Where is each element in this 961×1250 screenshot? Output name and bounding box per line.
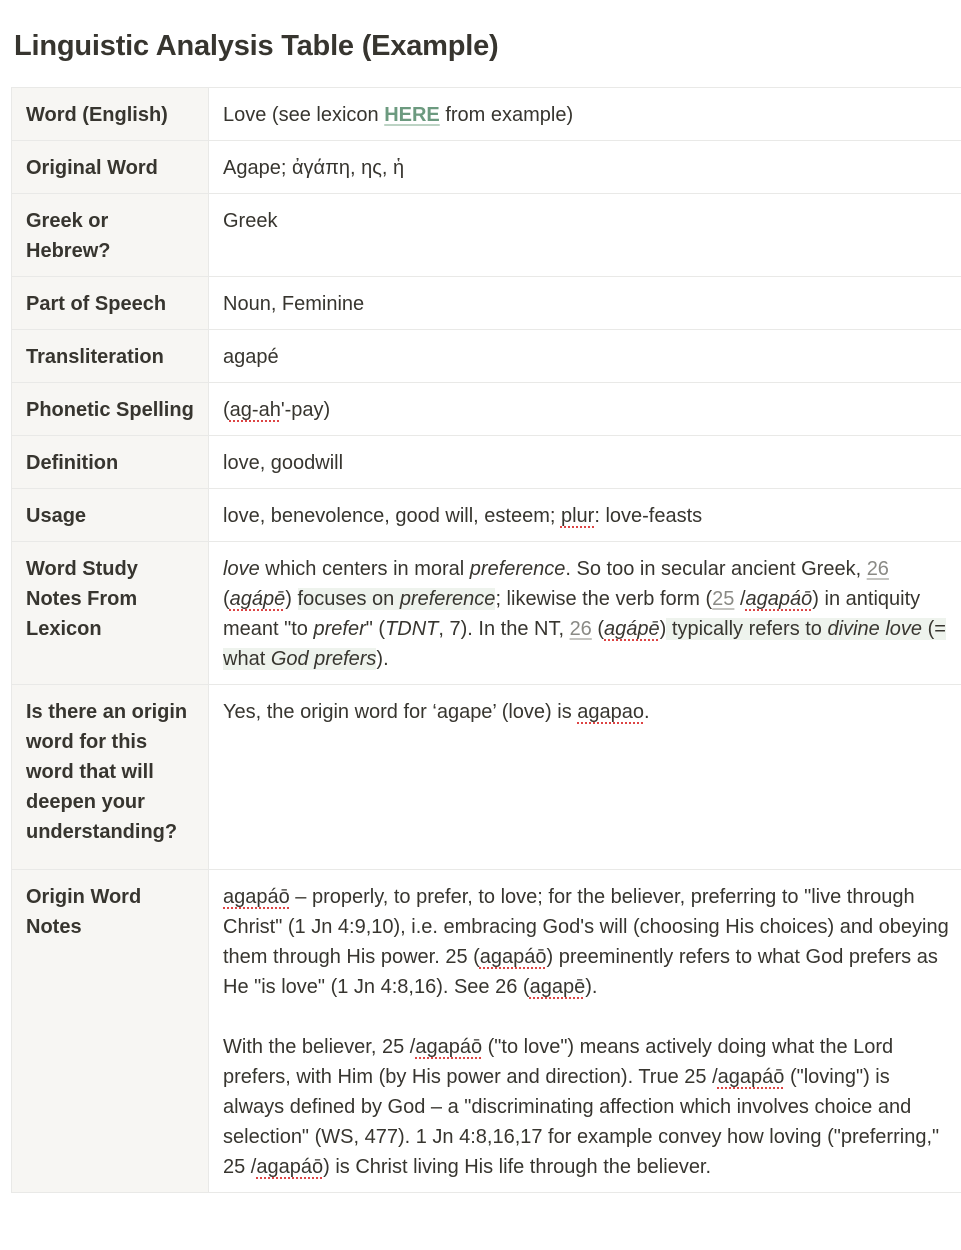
text: prefer bbox=[313, 618, 366, 640]
table-row bbox=[12, 88, 961, 141]
text: divine love bbox=[827, 618, 923, 640]
text: Yes, the origin word for ‘agape’ (love) is bbox=[223, 701, 578, 723]
spellcheck-word: agapáō bbox=[479, 946, 547, 968]
text: ("to love") means actively doing what the Lord prefers, with Him (by His power and direction). True 25 / bbox=[223, 1036, 894, 1088]
table-row bbox=[12, 330, 961, 383]
table-row bbox=[12, 277, 961, 330]
analysis-table bbox=[11, 87, 961, 1193]
lexicon-link[interactable]: HERE bbox=[384, 104, 440, 126]
text: ) bbox=[285, 588, 298, 610]
text: ) is Christ living His life through the believer. bbox=[323, 1156, 712, 1178]
text: " ( bbox=[365, 618, 386, 640]
spellcheck-word: agapáō bbox=[256, 1156, 324, 1178]
strongs-link[interactable]: 25 bbox=[712, 588, 735, 610]
row-value: Noun, Feminine bbox=[209, 277, 961, 330]
strongs-link[interactable]: 26 bbox=[866, 558, 889, 580]
row-label: Phonetic Spelling bbox=[12, 383, 209, 436]
text: ) bbox=[659, 618, 667, 640]
row-value bbox=[209, 383, 961, 436]
row-value: agapé bbox=[209, 330, 961, 383]
strongs-link[interactable]: 26 bbox=[569, 618, 592, 640]
table-row bbox=[12, 870, 961, 1193]
spellcheck-word: agapáō bbox=[717, 1066, 785, 1088]
text: / bbox=[734, 588, 746, 610]
paragraph bbox=[223, 1032, 952, 1182]
row-label: Greek or Hebrew? bbox=[12, 194, 209, 277]
table-row bbox=[12, 542, 961, 685]
text: focuses on bbox=[297, 588, 400, 610]
row-value bbox=[209, 88, 961, 141]
text: ( bbox=[223, 588, 230, 610]
spellcheck-word: ag-ah bbox=[229, 399, 281, 421]
text: Love (see lexicon bbox=[223, 104, 385, 126]
text: , 7). In the NT, bbox=[438, 618, 570, 640]
row-label: Definition bbox=[12, 436, 209, 489]
text: – properly, to prefer, to love; for the believer, preferring to "live through Christ" (1 Jn 4:9,10), i.e. embracing God's will (choosing His choices) and obeying them through His power. 25 ( bbox=[223, 886, 949, 968]
table-row bbox=[12, 383, 961, 436]
text: ( bbox=[223, 399, 230, 421]
row-value bbox=[209, 685, 961, 870]
text: preference bbox=[469, 558, 566, 580]
text: typically refers to bbox=[666, 618, 828, 640]
text: love, benevolence, good will, esteem; bbox=[223, 505, 561, 527]
spellcheck-word: agapáō bbox=[223, 886, 290, 908]
page-title: Linguistic Analysis Table (Example) bbox=[14, 30, 499, 62]
row-label: Word (English) bbox=[12, 88, 209, 141]
table-row bbox=[12, 141, 961, 194]
spellcheck-word: agapáō bbox=[415, 1036, 483, 1058]
row-label: Word Study Notes From Lexicon bbox=[12, 542, 209, 685]
text: ). bbox=[585, 976, 598, 998]
text: ) preeminently refers to what God prefers as He "is love" (1 Jn 4:8,16). See 26 ( bbox=[223, 946, 938, 998]
spellcheck-word: agapáō bbox=[745, 588, 813, 610]
text: . bbox=[644, 701, 650, 723]
row-value bbox=[209, 870, 961, 1193]
text: TDNT bbox=[385, 618, 439, 640]
row-label: Origin Word Notes bbox=[12, 870, 209, 1193]
table-row bbox=[12, 436, 961, 489]
table-row bbox=[12, 685, 961, 870]
row-label: Usage bbox=[12, 489, 209, 542]
spellcheck-word: plur bbox=[560, 505, 595, 527]
text: ; likewise the verb form ( bbox=[495, 588, 713, 610]
table-row bbox=[12, 194, 961, 277]
text: which centers in moral bbox=[259, 558, 470, 580]
text: preference bbox=[399, 588, 496, 610]
spellcheck-word: agápē bbox=[229, 588, 286, 610]
text: God prefers bbox=[270, 648, 377, 670]
row-value bbox=[209, 542, 961, 685]
highlight bbox=[298, 588, 496, 610]
text: (= what bbox=[223, 618, 946, 670]
text: ( bbox=[591, 618, 605, 640]
text: from example) bbox=[439, 104, 574, 126]
row-value: Agape; ἀγάπη, ης, ἡ bbox=[209, 141, 961, 194]
row-value: Greek bbox=[209, 194, 961, 277]
row-label: Original Word bbox=[12, 141, 209, 194]
text: With the believer, 25 / bbox=[223, 1036, 416, 1058]
row-label: Is there an origin word for this word that will deepen your understanding? bbox=[12, 685, 209, 870]
spellcheck-word: agápē bbox=[604, 618, 660, 640]
row-value bbox=[209, 489, 961, 542]
text: love bbox=[223, 558, 260, 580]
table-row bbox=[12, 489, 961, 542]
row-value: love, goodwill bbox=[209, 436, 961, 489]
spellcheck-word: agapao bbox=[577, 701, 645, 723]
text: . So too in secular ancient Greek, bbox=[565, 558, 867, 580]
text: ) in antiquity meant "to bbox=[223, 588, 921, 640]
text: ). bbox=[376, 648, 389, 670]
text: : love-feasts bbox=[594, 505, 703, 527]
row-label: Transliteration bbox=[12, 330, 209, 383]
row-label: Part of Speech bbox=[12, 277, 209, 330]
text: ("loving") is always defined by God – a "discriminating affection which involves choice and selection" (WS, 477). 1 Jn 4:8,16,17 for example convey how loving ("preferring," 25 / bbox=[223, 1066, 940, 1178]
paragraph bbox=[223, 882, 952, 1002]
spellcheck-word: agapē bbox=[529, 976, 586, 998]
text: '-pay) bbox=[280, 399, 331, 421]
